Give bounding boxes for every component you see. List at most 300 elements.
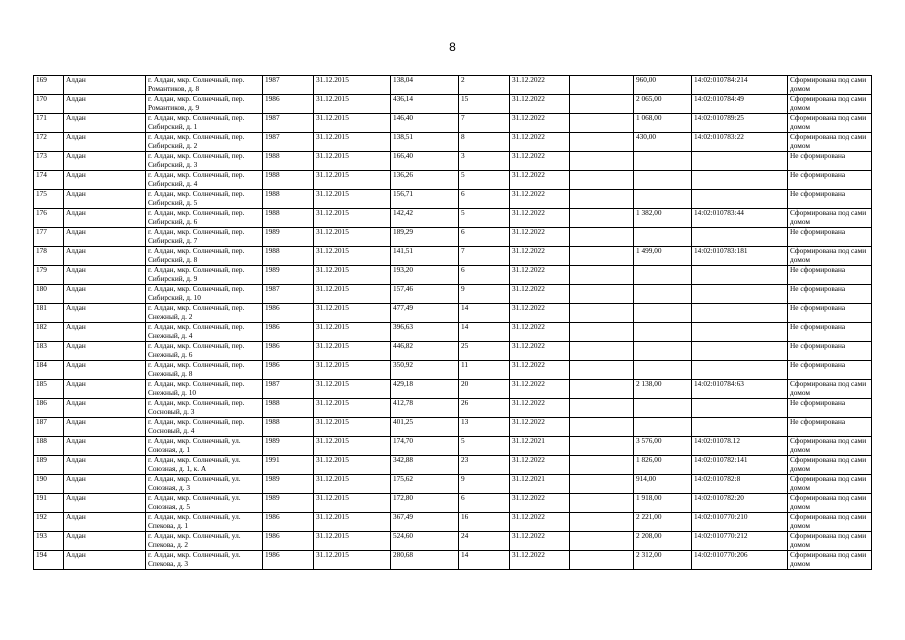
cell-land-area: 960,00: [634, 76, 692, 95]
cell-survey-date: 31.12.2015: [314, 190, 391, 209]
cell-land-area: 3 576,00: [634, 437, 692, 456]
cell-survey-date: 31.12.2015: [314, 361, 391, 380]
table-row: [34, 285, 872, 304]
cell-address: г. Алдан, мкр. Солнечный, пер. Сосновый, д. 4: [146, 418, 263, 437]
cell-survey-date: 31.12.2015: [314, 323, 391, 342]
cell-deadline: 31.12.2021: [510, 437, 570, 456]
cell-area: 141,51: [391, 247, 459, 266]
cell-land-area: [634, 323, 692, 342]
cell-settlement: Алдан: [64, 171, 146, 190]
cell-settlement: Алдан: [64, 380, 146, 399]
cell-settlement: Алдан: [64, 494, 146, 513]
table-row: [34, 494, 872, 513]
cell-deadline: 31.12.2022: [510, 456, 570, 475]
table-row: [34, 266, 872, 285]
cell-residents: 9: [459, 475, 510, 494]
cell-settlement: Алдан: [64, 399, 146, 418]
cell-land-status: Не сформирована: [788, 228, 872, 247]
cell-land-area: [634, 285, 692, 304]
cell-survey-date: 31.12.2015: [314, 494, 391, 513]
cell-residents: 15: [459, 95, 510, 114]
cell-row-number: 181: [34, 304, 64, 323]
cell-settlement: Алдан: [64, 209, 146, 228]
cell-area: 367,49: [391, 513, 459, 532]
cell-build-year: 1988: [263, 152, 314, 171]
cell-deadline: 31.12.2022: [510, 266, 570, 285]
cell-area: 350,92: [391, 361, 459, 380]
cell-build-year: 1986: [263, 532, 314, 551]
cell-land-area: [634, 190, 692, 209]
cell-row-number: 189: [34, 456, 64, 475]
cell-land-status: Сформирована под сами домом: [788, 494, 872, 513]
cell-row-number: 177: [34, 228, 64, 247]
cell-cadastral-number: [692, 266, 788, 285]
cell-empty: [570, 171, 634, 190]
cell-empty: [570, 228, 634, 247]
cell-survey-date: 31.12.2015: [314, 228, 391, 247]
cell-land-area: [634, 304, 692, 323]
cell-build-year: 1986: [263, 323, 314, 342]
cell-cadastral-number: 14:02:010782:8: [692, 475, 788, 494]
cell-cadastral-number: 14:02:010770:210: [692, 513, 788, 532]
cell-build-year: 1988: [263, 399, 314, 418]
cell-cadastral-number: [692, 342, 788, 361]
cell-build-year: 1988: [263, 171, 314, 190]
cell-land-area: [634, 399, 692, 418]
cell-survey-date: 31.12.2015: [314, 171, 391, 190]
cell-deadline: 31.12.2022: [510, 551, 570, 570]
cell-address: г. Алдан, мкр. Солнечный, ул. Спекова, д. 3: [146, 551, 263, 570]
cell-area: 401,25: [391, 418, 459, 437]
cell-settlement: Алдан: [64, 228, 146, 247]
cell-land-status: Не сформирована: [788, 418, 872, 437]
cell-build-year: 1989: [263, 266, 314, 285]
cell-cadastral-number: [692, 190, 788, 209]
cell-land-status: Не сформирована: [788, 266, 872, 285]
cell-land-area: 2 138,00: [634, 380, 692, 399]
cell-settlement: Алдан: [64, 456, 146, 475]
cell-settlement: Алдан: [64, 323, 146, 342]
cell-settlement: Алдан: [64, 76, 146, 95]
cell-row-number: 186: [34, 399, 64, 418]
cell-row-number: 183: [34, 342, 64, 361]
cell-area: 189,29: [391, 228, 459, 247]
cell-empty: [570, 399, 634, 418]
cell-address: г. Алдан, мкр. Солнечный, ул. Союзная, д. 1: [146, 437, 263, 456]
cell-build-year: 1986: [263, 304, 314, 323]
cell-address: г. Алдан, мкр. Солнечный, пер. Сибирский, д. 10: [146, 285, 263, 304]
cell-survey-date: 31.12.2015: [314, 551, 391, 570]
cell-cadastral-number: [692, 304, 788, 323]
cell-deadline: 31.12.2022: [510, 171, 570, 190]
cell-cadastral-number: 14:02:010784:214: [692, 76, 788, 95]
cell-area: 446,82: [391, 342, 459, 361]
cell-settlement: Алдан: [64, 266, 146, 285]
cell-row-number: 191: [34, 494, 64, 513]
cell-deadline: 31.12.2022: [510, 418, 570, 437]
cell-cadastral-number: [692, 361, 788, 380]
table-row: [34, 399, 872, 418]
cell-address: г. Алдан, мкр. Солнечный, пер. Снежный, д. 2: [146, 304, 263, 323]
cell-land-status: Сформирована под сами домом: [788, 551, 872, 570]
cell-address: г. Алдан, мкр. Солнечный, пер. Снежный, д. 10: [146, 380, 263, 399]
cell-residents: 3: [459, 152, 510, 171]
cell-land-area: [634, 152, 692, 171]
cell-row-number: 184: [34, 361, 64, 380]
cell-row-number: 170: [34, 95, 64, 114]
table-row: [34, 190, 872, 209]
cell-cadastral-number: 14:02:010789:25: [692, 114, 788, 133]
cell-area: 436,14: [391, 95, 459, 114]
cell-cadastral-number: [692, 323, 788, 342]
cell-address: г. Алдан, мкр. Солнечный, ул. Союзная, д. 5: [146, 494, 263, 513]
cell-area: 396,63: [391, 323, 459, 342]
cell-deadline: 31.12.2022: [510, 247, 570, 266]
cell-build-year: 1987: [263, 114, 314, 133]
cell-address: г. Алдан, мкр. Солнечный, ул. Союзная, д. 1, к. А: [146, 456, 263, 475]
cell-land-area: 2 312,00: [634, 551, 692, 570]
table-row: [34, 209, 872, 228]
cell-row-number: 169: [34, 76, 64, 95]
cell-land-status: Сформирована под сами домом: [788, 247, 872, 266]
cell-land-area: [634, 171, 692, 190]
cell-land-area: 1 382,00: [634, 209, 692, 228]
table-row: [34, 133, 872, 152]
cell-build-year: 1988: [263, 247, 314, 266]
cell-empty: [570, 190, 634, 209]
cell-address: г. Алдан, мкр. Солнечный, пер. Сибирский, д. 8: [146, 247, 263, 266]
cell-land-status: Сформирована под сами домом: [788, 209, 872, 228]
cell-cadastral-number: 14:02:010782:141: [692, 456, 788, 475]
table-row: [34, 114, 872, 133]
cell-residents: 26: [459, 399, 510, 418]
cell-row-number: 185: [34, 380, 64, 399]
cell-settlement: Алдан: [64, 247, 146, 266]
cell-address: г. Алдан, мкр. Солнечный, ул. Спекова, д. 1: [146, 513, 263, 532]
cell-residents: 9: [459, 285, 510, 304]
cell-residents: 6: [459, 190, 510, 209]
cell-survey-date: 31.12.2015: [314, 152, 391, 171]
cell-row-number: 175: [34, 190, 64, 209]
cell-empty: [570, 76, 634, 95]
cell-residents: 14: [459, 551, 510, 570]
cell-empty: [570, 437, 634, 456]
cell-settlement: Алдан: [64, 418, 146, 437]
cell-row-number: 193: [34, 532, 64, 551]
cell-survey-date: 31.12.2015: [314, 475, 391, 494]
table-row: [34, 152, 872, 171]
cell-settlement: Алдан: [64, 342, 146, 361]
cell-land-status: Не сформирована: [788, 171, 872, 190]
cell-survey-date: 31.12.2015: [314, 418, 391, 437]
cell-land-area: [634, 342, 692, 361]
cell-land-status: Не сформирована: [788, 361, 872, 380]
cell-row-number: 171: [34, 114, 64, 133]
cell-deadline: 31.12.2022: [510, 228, 570, 247]
cell-row-number: 179: [34, 266, 64, 285]
cell-settlement: Алдан: [64, 532, 146, 551]
cell-land-area: [634, 361, 692, 380]
cell-area: 280,68: [391, 551, 459, 570]
cell-land-status: Сформирована под сами домом: [788, 76, 872, 95]
cell-residents: 20: [459, 380, 510, 399]
table-row: [34, 304, 872, 323]
cell-deadline: 31.12.2022: [510, 361, 570, 380]
table-row: [34, 532, 872, 551]
cell-deadline: 31.12.2022: [510, 285, 570, 304]
cell-empty: [570, 551, 634, 570]
cell-land-status: Сформирована под сами домом: [788, 114, 872, 133]
cell-cadastral-number: [692, 171, 788, 190]
cell-build-year: 1987: [263, 380, 314, 399]
cell-address: г. Алдан, мкр. Солнечный, пер. Сибирский, д. 5: [146, 190, 263, 209]
table-row: [34, 475, 872, 494]
cell-land-status: Сформирована под сами домом: [788, 513, 872, 532]
cell-row-number: 188: [34, 437, 64, 456]
cell-settlement: Алдан: [64, 285, 146, 304]
cell-residents: 5: [459, 209, 510, 228]
cell-residents: 6: [459, 228, 510, 247]
cell-empty: [570, 380, 634, 399]
cell-row-number: 190: [34, 475, 64, 494]
cell-deadline: 31.12.2022: [510, 152, 570, 171]
cell-deadline: 31.12.2022: [510, 380, 570, 399]
cell-residents: 16: [459, 513, 510, 532]
table-row: [34, 418, 872, 437]
cell-address: г. Алдан, мкр. Солнечный, пер. Сибирский, д. 2: [146, 133, 263, 152]
cell-area: 429,18: [391, 380, 459, 399]
cell-settlement: Алдан: [64, 95, 146, 114]
cell-residents: 25: [459, 342, 510, 361]
table-row: [34, 76, 872, 95]
cell-area: 524,60: [391, 532, 459, 551]
cell-residents: 14: [459, 304, 510, 323]
cell-land-area: [634, 418, 692, 437]
cell-cadastral-number: 14:02:010784:49: [692, 95, 788, 114]
cell-build-year: 1986: [263, 361, 314, 380]
cell-settlement: Алдан: [64, 152, 146, 171]
cell-area: 172,80: [391, 494, 459, 513]
cell-address: г. Алдан, мкр. Солнечный, пер. Сибирский, д. 7: [146, 228, 263, 247]
cell-build-year: 1988: [263, 190, 314, 209]
cell-residents: 6: [459, 494, 510, 513]
cell-land-area: [634, 266, 692, 285]
table-row: [34, 361, 872, 380]
cell-deadline: 31.12.2022: [510, 76, 570, 95]
cell-cadastral-number: 14:02:010783:44: [692, 209, 788, 228]
cell-address: г. Алдан, мкр. Солнечный, пер. Сибирский, д. 9: [146, 266, 263, 285]
cell-residents: 14: [459, 323, 510, 342]
cell-residents: 7: [459, 114, 510, 133]
cell-settlement: Алдан: [64, 437, 146, 456]
cell-empty: [570, 513, 634, 532]
cell-address: г. Алдан, мкр. Солнечный, пер. Сибирский, д. 1: [146, 114, 263, 133]
cell-build-year: 1986: [263, 513, 314, 532]
cell-cadastral-number: 14:02:010782:20: [692, 494, 788, 513]
cell-settlement: Алдан: [64, 133, 146, 152]
cell-land-status: Сформирована под сами домом: [788, 133, 872, 152]
cell-area: 138,51: [391, 133, 459, 152]
cell-land-area: 1 499,00: [634, 247, 692, 266]
cell-cadastral-number: 14:02:010770:206: [692, 551, 788, 570]
cell-residents: 13: [459, 418, 510, 437]
table-row: [34, 513, 872, 532]
cell-address: г. Алдан, мкр. Солнечный, пер. Романтиков, д. 8: [146, 76, 263, 95]
cell-row-number: 174: [34, 171, 64, 190]
table-row: [34, 380, 872, 399]
cell-land-status: Сформирована под сами домом: [788, 95, 872, 114]
cell-build-year: 1991: [263, 456, 314, 475]
cell-land-status: Не сформирована: [788, 323, 872, 342]
cell-build-year: 1988: [263, 209, 314, 228]
cell-cadastral-number: [692, 418, 788, 437]
cell-settlement: Алдан: [64, 114, 146, 133]
cell-address: г. Алдан, мкр. Солнечный, пер. Снежный, д. 8: [146, 361, 263, 380]
cell-land-area: 1 918,00: [634, 494, 692, 513]
cell-row-number: 172: [34, 133, 64, 152]
cell-empty: [570, 342, 634, 361]
cell-build-year: 1986: [263, 551, 314, 570]
cell-area: 138,04: [391, 76, 459, 95]
cell-cadastral-number: 14:02:01078.12: [692, 437, 788, 456]
table-row: [34, 323, 872, 342]
cell-row-number: 182: [34, 323, 64, 342]
cell-deadline: 31.12.2022: [510, 494, 570, 513]
cell-address: г. Алдан, мкр. Солнечный, пер. Сибирский, д. 6: [146, 209, 263, 228]
cell-cadastral-number: [692, 285, 788, 304]
cell-land-status: Сформирована под сами домом: [788, 532, 872, 551]
cell-land-status: Не сформирована: [788, 304, 872, 323]
cell-address: г. Алдан, мкр. Солнечный, пер. Сосновый, д. 3: [146, 399, 263, 418]
cell-residents: 2: [459, 76, 510, 95]
cell-area: 174,70: [391, 437, 459, 456]
cell-empty: [570, 114, 634, 133]
cell-area: 136,26: [391, 171, 459, 190]
cell-land-status: Сформирована под сами домом: [788, 437, 872, 456]
cell-area: 342,88: [391, 456, 459, 475]
cell-land-area: 430,00: [634, 133, 692, 152]
table-row: [34, 456, 872, 475]
cell-empty: [570, 418, 634, 437]
cell-area: 175,62: [391, 475, 459, 494]
cell-empty: [570, 266, 634, 285]
cell-row-number: 192: [34, 513, 64, 532]
cell-land-status: Не сформирована: [788, 342, 872, 361]
cell-cadastral-number: 14:02:010783:22: [692, 133, 788, 152]
cell-empty: [570, 361, 634, 380]
cell-survey-date: 31.12.2015: [314, 513, 391, 532]
cell-build-year: 1989: [263, 437, 314, 456]
cell-land-area: 1 826,00: [634, 456, 692, 475]
cell-build-year: 1986: [263, 95, 314, 114]
cell-settlement: Алдан: [64, 190, 146, 209]
cell-settlement: Алдан: [64, 304, 146, 323]
cell-land-area: 2 208,00: [634, 532, 692, 551]
cell-residents: 6: [459, 266, 510, 285]
cell-address: г. Алдан, мкр. Солнечный, пер. Сибирский, д. 4: [146, 171, 263, 190]
cell-land-status: Не сформирована: [788, 399, 872, 418]
cell-survey-date: 31.12.2015: [314, 532, 391, 551]
cell-residents: 5: [459, 171, 510, 190]
cell-empty: [570, 95, 634, 114]
cell-build-year: 1989: [263, 475, 314, 494]
cell-land-area: 2 065,00: [634, 95, 692, 114]
cell-empty: [570, 285, 634, 304]
cell-residents: 11: [459, 361, 510, 380]
cell-address: г. Алдан, мкр. Солнечный, пер. Снежный, д. 4: [146, 323, 263, 342]
cell-empty: [570, 133, 634, 152]
cell-empty: [570, 304, 634, 323]
cell-row-number: 180: [34, 285, 64, 304]
cell-settlement: Алдан: [64, 513, 146, 532]
cell-cadastral-number: 14:02:010770:212: [692, 532, 788, 551]
table-row: [34, 171, 872, 190]
cell-cadastral-number: [692, 228, 788, 247]
cell-land-area: 2 221,00: [634, 513, 692, 532]
page-number: 8: [449, 40, 456, 54]
cell-empty: [570, 456, 634, 475]
cell-row-number: 194: [34, 551, 64, 570]
cell-deadline: 31.12.2022: [510, 532, 570, 551]
table-row: [34, 551, 872, 570]
table-row: [34, 228, 872, 247]
cell-row-number: 187: [34, 418, 64, 437]
cell-area: 166,40: [391, 152, 459, 171]
cell-survey-date: 31.12.2015: [314, 95, 391, 114]
cell-deadline: 31.12.2022: [510, 342, 570, 361]
cell-survey-date: 31.12.2015: [314, 456, 391, 475]
cell-build-year: 1987: [263, 285, 314, 304]
cell-build-year: 1989: [263, 494, 314, 513]
cell-area: 157,46: [391, 285, 459, 304]
cell-area: 156,71: [391, 190, 459, 209]
cell-area: 477,49: [391, 304, 459, 323]
cell-survey-date: 31.12.2015: [314, 209, 391, 228]
cell-deadline: 31.12.2022: [510, 209, 570, 228]
cell-survey-date: 31.12.2015: [314, 133, 391, 152]
cell-land-area: 1 068,00: [634, 114, 692, 133]
table-row: [34, 437, 872, 456]
cell-address: г. Алдан, мкр. Солнечный, ул. Союзная, д. 3: [146, 475, 263, 494]
cell-deadline: 31.12.2022: [510, 114, 570, 133]
cell-land-status: Сформирована под сами домом: [788, 475, 872, 494]
cell-deadline: 31.12.2022: [510, 323, 570, 342]
cell-empty: [570, 494, 634, 513]
table-row: [34, 342, 872, 361]
cell-deadline: 31.12.2022: [510, 304, 570, 323]
cell-land-status: Не сформирована: [788, 152, 872, 171]
cell-settlement: Алдан: [64, 551, 146, 570]
cell-deadline: 31.12.2022: [510, 513, 570, 532]
cell-area: 193,20: [391, 266, 459, 285]
cell-residents: 5: [459, 437, 510, 456]
cell-residents: 7: [459, 247, 510, 266]
cell-build-year: 1987: [263, 133, 314, 152]
cell-address: г. Алдан, мкр. Солнечный, пер. Сибирский, д. 3: [146, 152, 263, 171]
cell-survey-date: 31.12.2015: [314, 304, 391, 323]
cell-survey-date: 31.12.2015: [314, 285, 391, 304]
cell-deadline: 31.12.2022: [510, 95, 570, 114]
cell-survey-date: 31.12.2015: [314, 342, 391, 361]
cell-cadastral-number: 14:02:010784:63: [692, 380, 788, 399]
cell-land-area: 914,00: [634, 475, 692, 494]
cell-empty: [570, 247, 634, 266]
cell-land-status: Сформирована под сами домом: [788, 456, 872, 475]
cell-survey-date: 31.12.2015: [314, 399, 391, 418]
cell-deadline: 31.12.2022: [510, 190, 570, 209]
cell-land-status: Сформирована под сами домом: [788, 380, 872, 399]
cell-address: г. Алдан, мкр. Солнечный, пер. Снежный, д. 6: [146, 342, 263, 361]
